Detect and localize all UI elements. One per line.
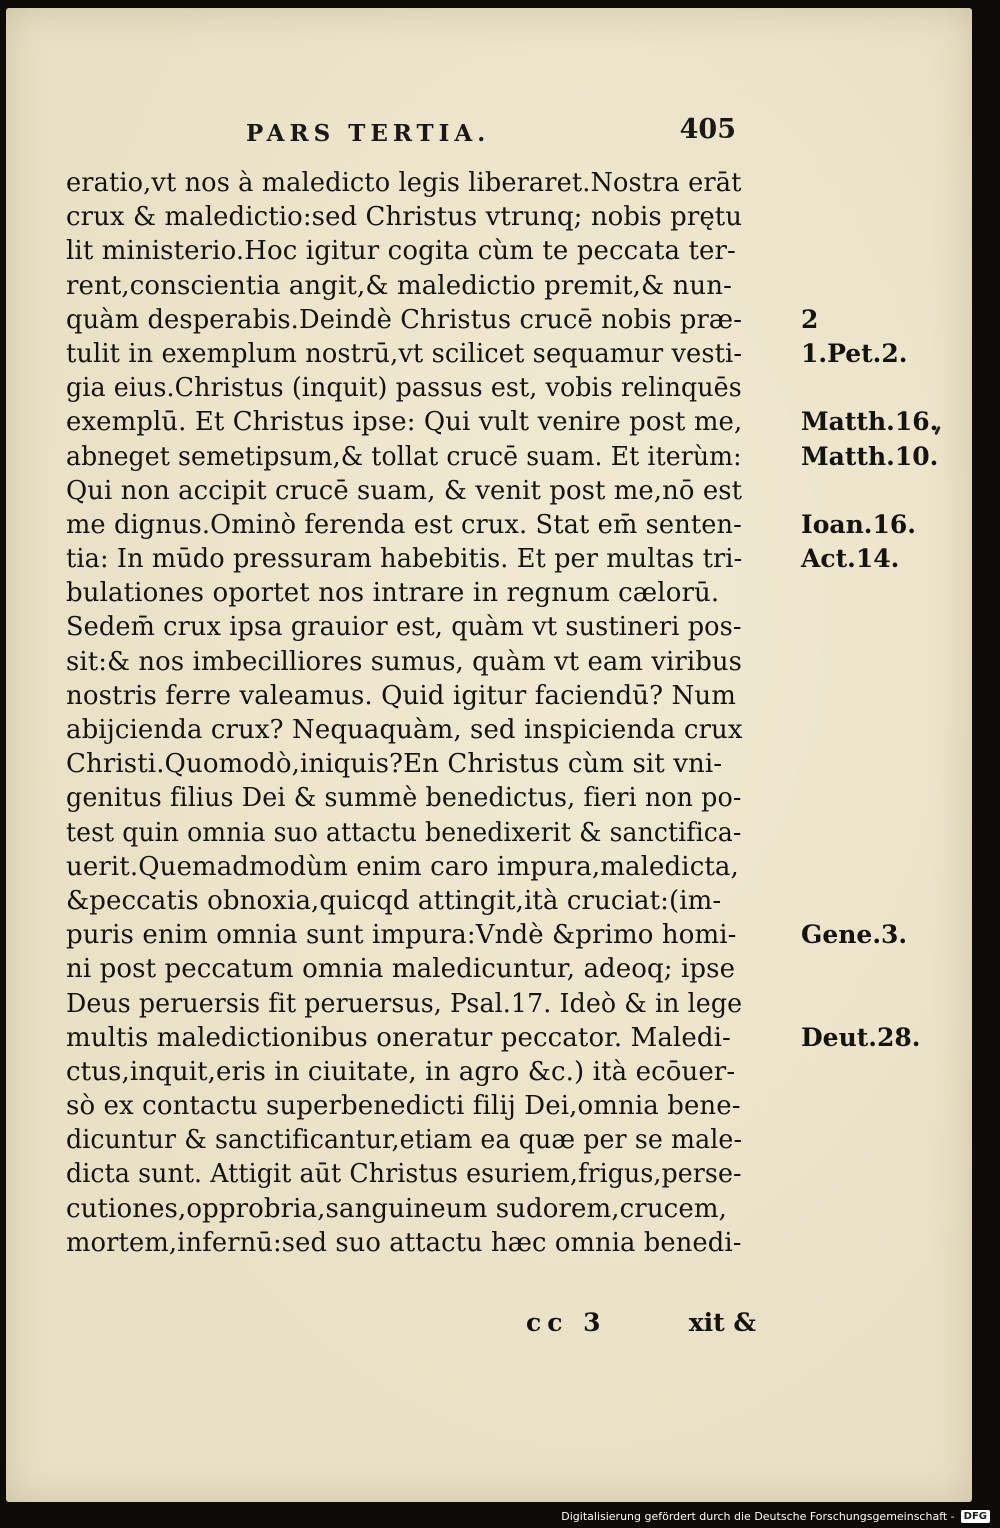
text-line — [66, 508, 746, 542]
text-line-content: test quin omnia suo attactu benedixerit & sanctifica- — [66, 817, 742, 848]
text-line — [66, 884, 746, 918]
text-line — [66, 269, 746, 303]
text-line — [66, 337, 746, 371]
text-line-content: eratio,vt nos à maledicto legis liberaret.Nostra erāt — [66, 168, 742, 198]
text-line — [66, 713, 746, 747]
text-line — [66, 1021, 746, 1055]
text-line-content: puris enim omnia sunt impura:Vndè &primo homi- — [66, 920, 737, 951]
page-footer — [526, 1308, 756, 1344]
text-line-content: exemplū. Et Christus ipse: Qui vult venire post me, — [66, 407, 743, 438]
digitization-credit — [561, 1508, 990, 1524]
text-line — [66, 200, 746, 234]
text-line-content: genitus filius Dei & summè benedictus, fieri non po- — [66, 783, 742, 814]
text-line — [66, 610, 746, 644]
text-line — [66, 918, 746, 952]
text-line — [66, 303, 746, 337]
dfg-logo: DFG — [961, 1510, 990, 1523]
text-line — [66, 440, 746, 474]
page-header — [246, 114, 736, 156]
text-line-content: dicta sunt. Attigit aūt Christus esuriem,frigus,perse- — [66, 1159, 742, 1190]
body-text — [66, 166, 939, 1260]
text-line — [66, 474, 746, 508]
text-line — [66, 542, 746, 576]
text-line — [66, 166, 746, 200]
margin-note: Gene.3. — [801, 920, 908, 950]
text-line-content: Christi.Quomodò,iniquis?En Christus cùm sit vni- — [66, 749, 723, 780]
text-line — [66, 747, 746, 781]
text-line — [66, 1157, 746, 1191]
book-page — [6, 8, 972, 1502]
text-line-content: cutiones,opprobria,sanguineum sudorem,crucem, — [66, 1193, 727, 1224]
text-line-content: Sedem̄ crux ipsa grauior est, quàm vt sustineri pos- — [66, 612, 742, 643]
text-line-content: me dignus.Ominò ferenda est crux. Stat em̄ senten- — [66, 509, 742, 540]
text-line — [66, 405, 746, 439]
margin-note: 2 — [801, 304, 819, 334]
text-line-content: rent,conscientia angit,& maledictio premit,& nun- — [66, 270, 732, 301]
text-line-content: Qui non accipit crucē suam, & venit post me,nō est — [66, 475, 743, 506]
margin-note: Ioan.16. — [801, 510, 916, 539]
text-line-content: ctus,inquit,eris in ciuitate, in agro &c.) ità ecōuer- — [66, 1056, 736, 1087]
margin-note: Deut.28. — [801, 1023, 921, 1052]
text-line — [66, 781, 746, 815]
text-line — [66, 816, 746, 850]
margin-note: Matth.16. — [801, 407, 939, 437]
text-line-content: crux & maledictio:sed Christus vtrunq; nobis prętu — [66, 202, 743, 233]
text-line-content: bulationes oportet nos intrare in regnum cælorū. — [66, 578, 720, 609]
text-line-content: lit ministerio.Hoc igitur cogita cùm te peccata ter- — [66, 236, 736, 267]
text-line — [66, 645, 746, 679]
text-line-content: quàm desperabis.Deindè Christus crucē nobis præ- — [66, 304, 743, 335]
margin-note: 1.Pet.2. — [801, 339, 908, 368]
text-lines — [66, 166, 746, 1260]
text-line-content: gia eius.Christus (inquit) passus est, vobis relinquēs — [66, 373, 742, 404]
text-line-content: Deus peruersis fit peruersus, Psal.17. Ideò & in lege — [66, 988, 743, 1019]
text-line-content: tia: In mūdo pressuram habebitis. Et per multas tri- — [66, 544, 743, 575]
text-line-content: sit:& nos imbecilliores sumus, quàm vt eam viribus — [66, 646, 742, 677]
text-line-content: &peccatis obnoxia,quicqd attingit,ità cruciat:(im- — [66, 885, 722, 916]
text-line — [66, 1192, 746, 1226]
text-line-content: ni post peccatum omnia maledicuntur, adeoq; ipse — [66, 954, 736, 985]
text-line — [66, 1226, 746, 1260]
running-head: PARS TERTIA. — [246, 120, 491, 147]
signature-mark: cc 3 — [526, 1308, 607, 1337]
text-line — [66, 952, 746, 986]
text-line — [66, 1123, 746, 1157]
text-line — [66, 1089, 746, 1123]
text-line-content: mortem,infernū:sed suo attactu hæc omnia benedi- — [66, 1227, 742, 1258]
text-line-content: abneget semetipsum,& tollat crucē suam. Et iterùm: — [66, 441, 742, 472]
margin-note: Matth.10. — [801, 441, 939, 471]
page-number: 405 — [679, 114, 736, 145]
text-line-content: dicuntur & sanctificantur,etiam ea quæ per se male- — [66, 1125, 743, 1156]
text-line — [66, 1055, 746, 1089]
text-line-content: tulit in exemplum nostrū,vt scilicet sequamur vesti- — [66, 338, 743, 369]
text-line — [66, 850, 746, 884]
text-line — [66, 987, 746, 1021]
text-line-content: nostris ferre valeamus. Quid igitur faciendū? Num — [66, 680, 736, 711]
text-line-content: uerit.Quemadmodùm enim caro impura,maledicta, — [66, 851, 739, 882]
text-line — [66, 576, 746, 610]
text-line-content: sò ex contactu superbenedicti filij Dei,omnia bene- — [66, 1091, 741, 1122]
catchword: xit & — [688, 1308, 756, 1337]
text-line — [66, 234, 746, 268]
text-line-content: abijcienda crux? Nequaquàm, sed inspicienda crux — [66, 715, 743, 745]
credit-text: Digitalisierung gefördert durch die Deutsche Forschungsgemeinschaft - — [561, 1509, 955, 1523]
margin-note: Act.14. — [801, 544, 900, 574]
text-line — [66, 371, 746, 405]
text-line — [66, 679, 746, 713]
text-line-content: multis maledictionibus oneratur peccator. Maledi- — [66, 1022, 731, 1053]
